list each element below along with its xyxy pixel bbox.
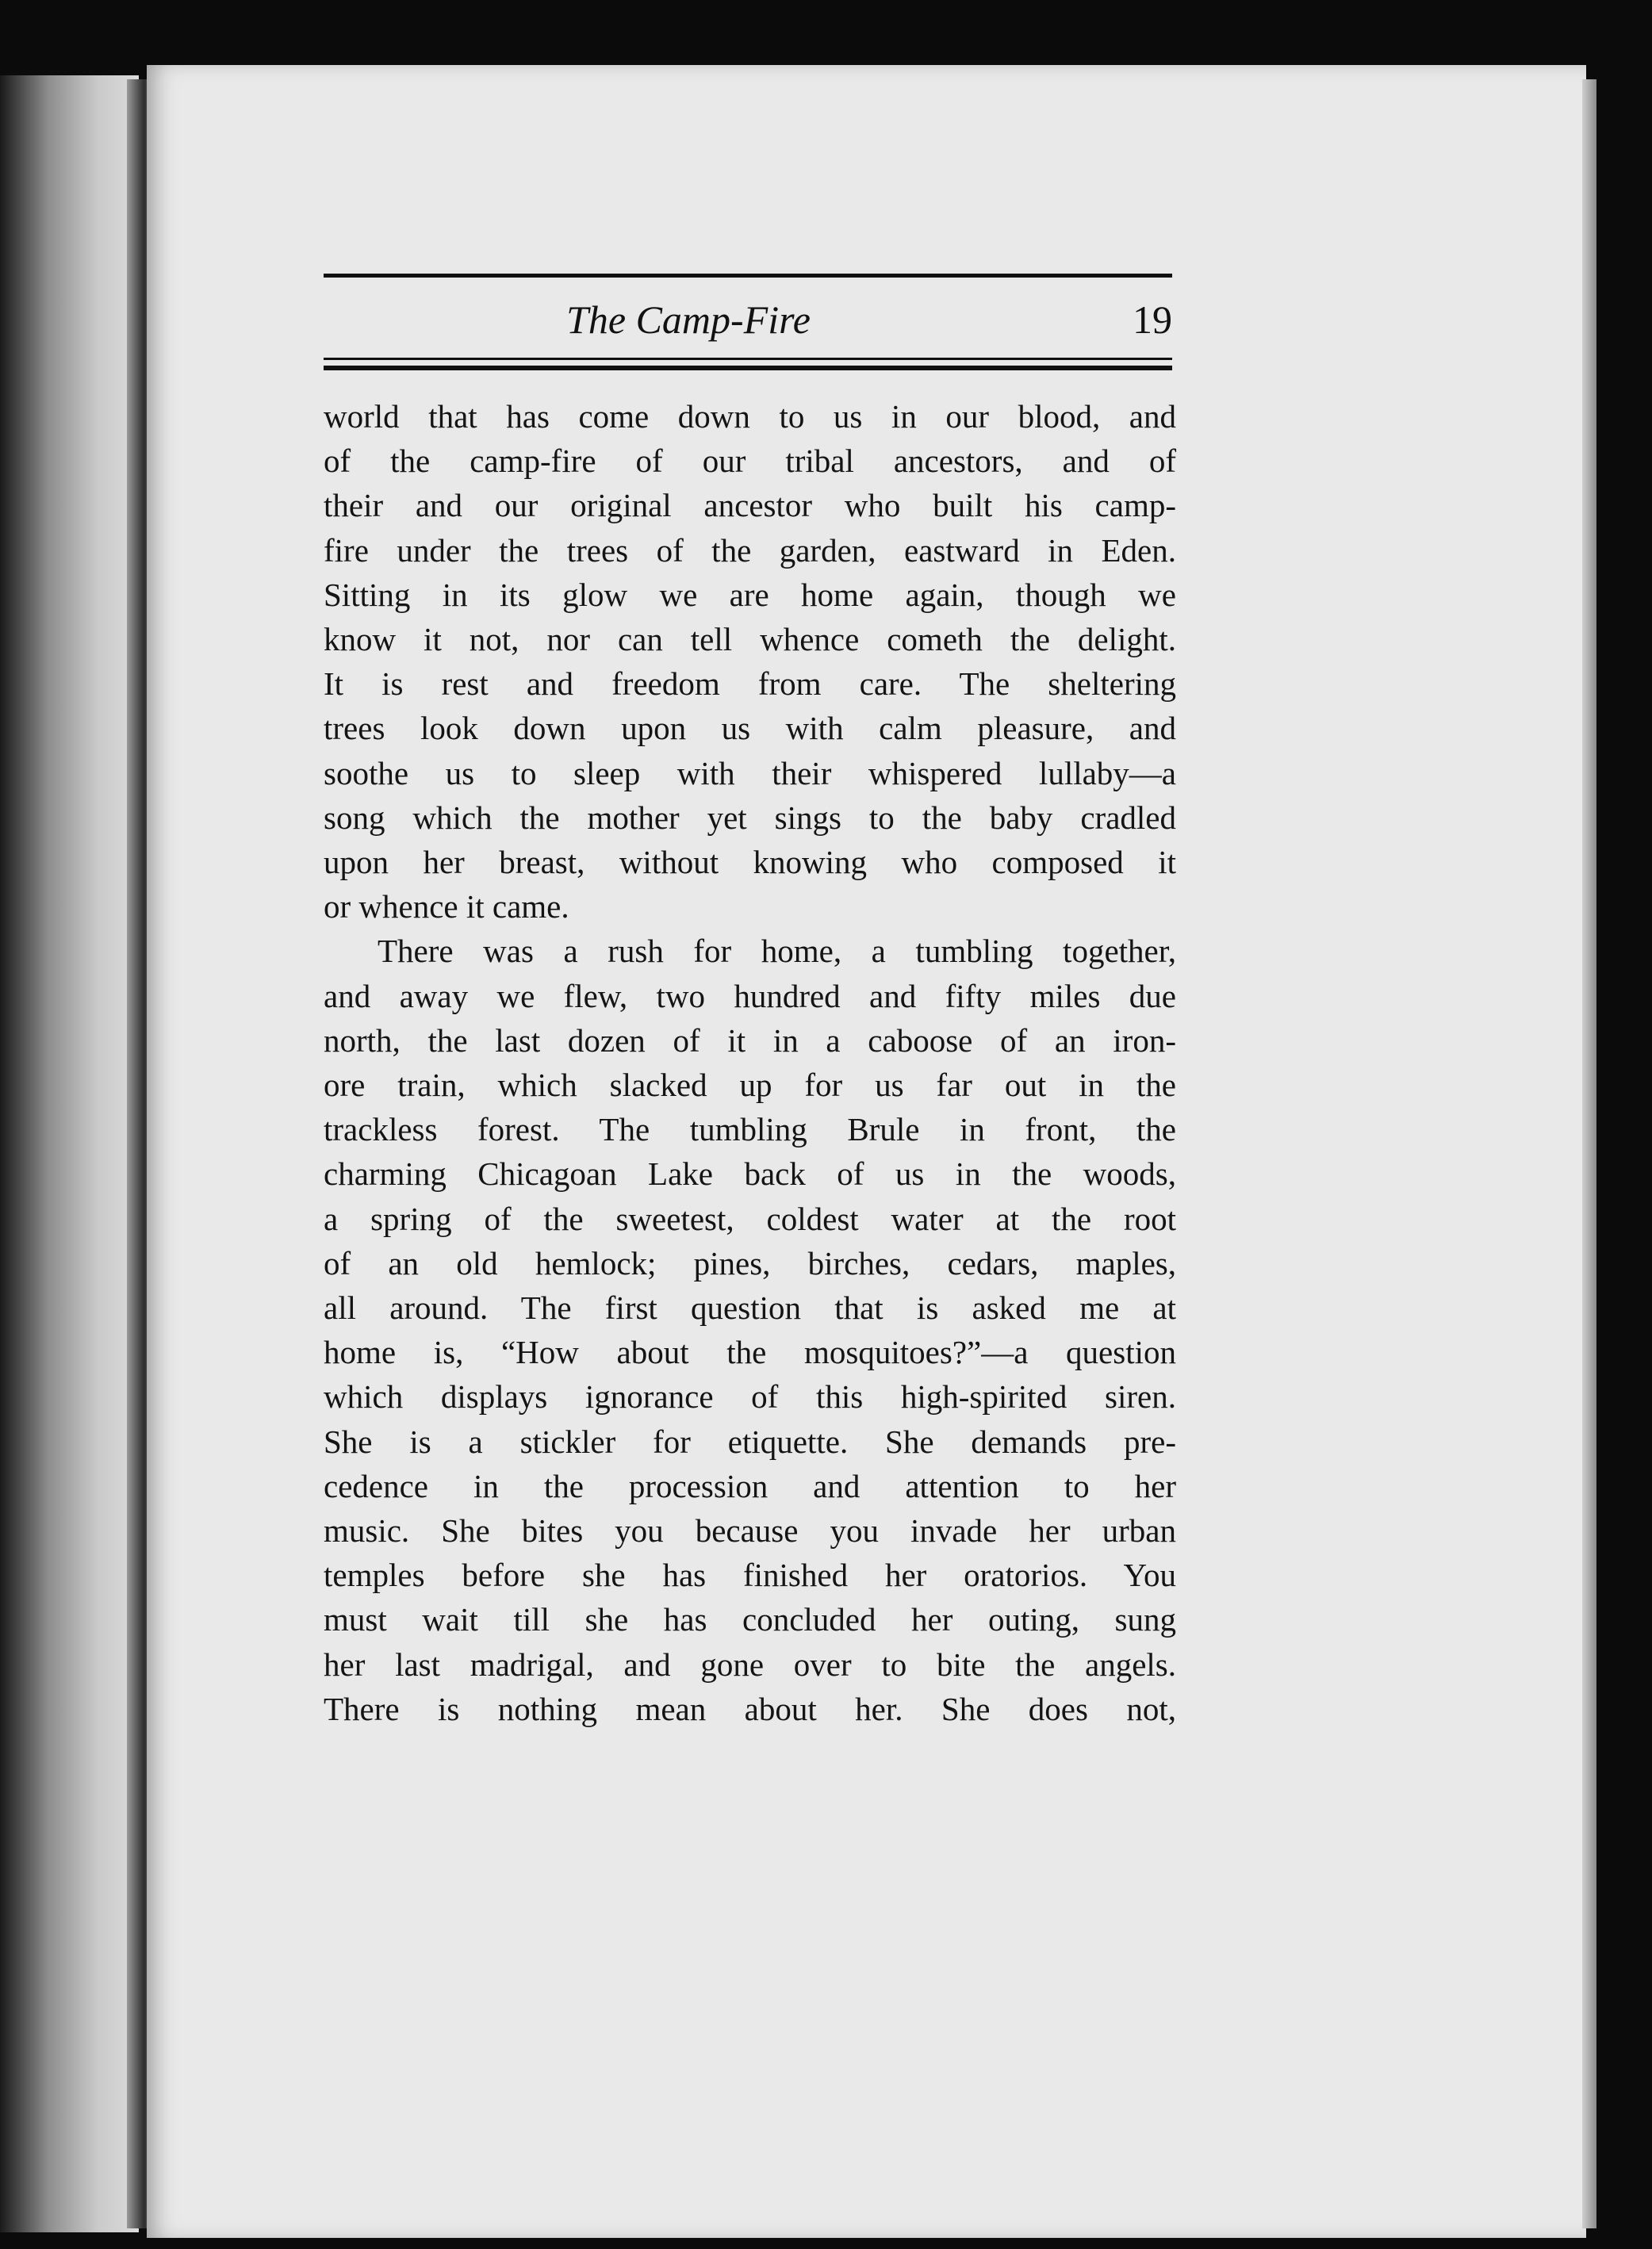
text-line: There was a rush for home, a tumbling together, bbox=[378, 933, 1176, 970]
header-rule-thick bbox=[324, 366, 1172, 370]
text-line: north, the last dozen of it in a caboose of an iron- bbox=[324, 1021, 1176, 1059]
text-line: must wait till she has concluded her outing, sung bbox=[324, 1601, 1176, 1638]
text-line: song which the mother yet sings to the baby cradled bbox=[324, 799, 1176, 836]
text-line: It is rest and freedom from care. The sheltering bbox=[324, 665, 1176, 703]
text-line: know it not, nor can tell whence cometh the delight. bbox=[324, 621, 1176, 658]
header-rule-thin bbox=[324, 358, 1172, 360]
text-line: ore train, which slacked up for us far out in the bbox=[324, 1067, 1176, 1104]
text-line: upon her breast, without knowing who composed it bbox=[324, 844, 1176, 881]
page-number: 19 bbox=[1133, 297, 1172, 342]
text-line: Sitting in its glow we are home again, though we bbox=[324, 576, 1176, 613]
text-line: trackless forest. The tumbling Brule in front, the bbox=[324, 1111, 1176, 1148]
text-line: soothe us to sleep with their whispered lullaby—a bbox=[324, 754, 1176, 791]
text-line: world that has come down to us in our blood, and bbox=[324, 398, 1176, 435]
text-line: a spring of the sweetest, coldest water at the root bbox=[324, 1200, 1176, 1237]
header-rule-top bbox=[324, 274, 1172, 278]
text-line: or whence it came. bbox=[324, 888, 569, 925]
text-line: of an old hemlock; pines, birches, cedars, maples, bbox=[324, 1244, 1176, 1282]
page-edge-shadow bbox=[1582, 79, 1596, 2228]
text-line: all around. The first question that is asked me at bbox=[324, 1289, 1176, 1327]
text-line: fire under the trees of the garden, eastward in Eden. bbox=[324, 531, 1176, 569]
text-line: their and our original ancestor who built his camp- bbox=[324, 487, 1176, 524]
text-line: and away we flew, two hundred and fifty miles due bbox=[324, 977, 1176, 1014]
text-line: her last madrigal, and gone over to bite the angels. bbox=[324, 1646, 1176, 1683]
text-line: music. She bites you because you invade her urban bbox=[324, 1512, 1176, 1550]
body-text bbox=[324, 394, 1176, 1731]
text-line: of the camp-fire of our tribal ancestors, and of bbox=[324, 443, 1176, 480]
text-line: cedence in the procession and attention to her bbox=[324, 1467, 1176, 1504]
text-line: She is a stickler for etiquette. She demands pre- bbox=[324, 1423, 1176, 1460]
left-page-edge bbox=[0, 75, 139, 2232]
text-line: home is, “How about the mosquitoes?”—a question bbox=[324, 1334, 1176, 1371]
page-header bbox=[324, 274, 1172, 385]
text-line: charming Chicagoan Lake back of us in the woods, bbox=[324, 1155, 1176, 1193]
text-line: which displays ignorance of this high-spirited siren. bbox=[324, 1378, 1176, 1416]
text-line: trees look down upon us with calm pleasure, and bbox=[324, 710, 1176, 747]
running-title: The Camp-Fire bbox=[566, 297, 811, 342]
text-line: There is nothing mean about her. She does not, bbox=[324, 1690, 1176, 1727]
text-line: temples before she has finished her oratorios. You bbox=[324, 1557, 1176, 1594]
